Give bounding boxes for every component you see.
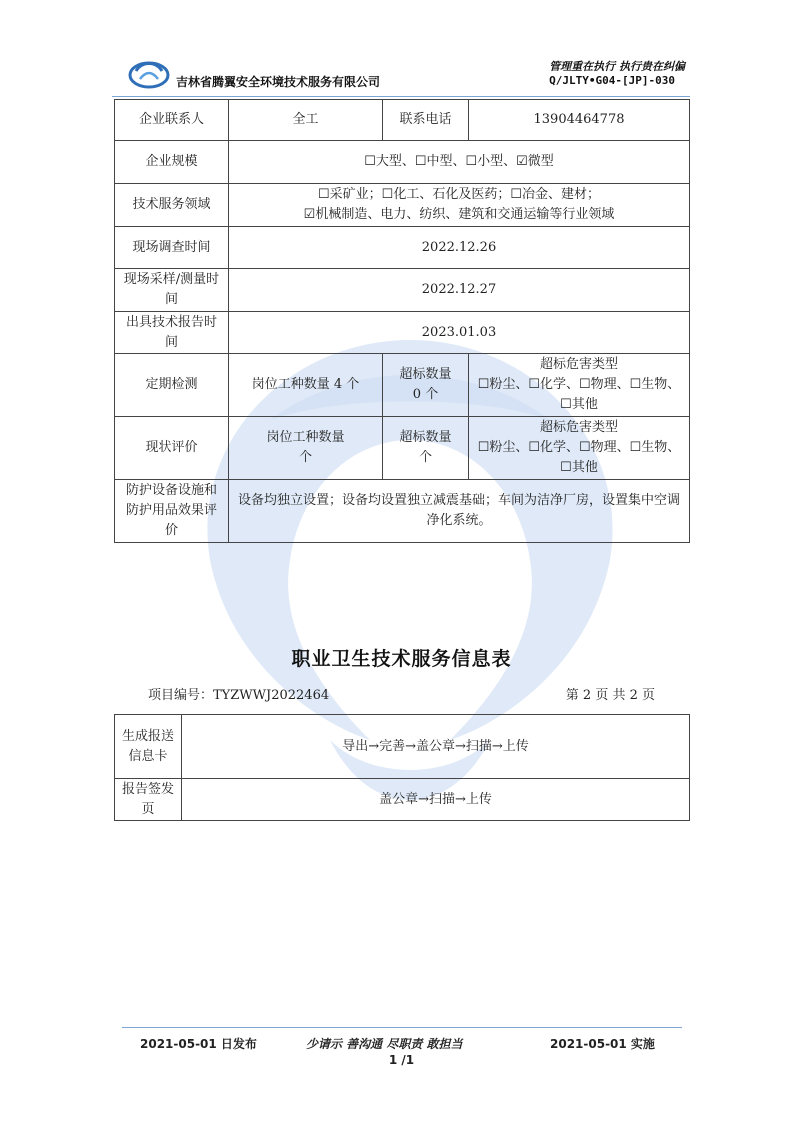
status-hazard-options: ☐粉尘、☐化学、☐物理、☐生物、☐其他: [477, 440, 681, 475]
status-positions-unit: 个: [298, 450, 312, 465]
status-positions: [229, 417, 383, 480]
status-exceed-label: 超标数量: [399, 430, 452, 445]
status-exceed-unit: 个: [418, 450, 432, 465]
periodic-exceed-label: 超标数量: [399, 367, 452, 382]
sign-label: 报告签发页: [115, 779, 182, 821]
table-row: [115, 779, 690, 821]
table-row: [115, 312, 690, 354]
status-positions-label: 岗位工种数量: [266, 430, 345, 445]
company-name: 吉林省腾翼安全环境技术服务有限公司: [176, 75, 381, 89]
scale-value: ☐大型、☐中型、☐小型、☑微型: [229, 141, 690, 184]
field-line-1: ☐采矿业；☐化工、石化及医药；☐冶金、建材；: [318, 187, 600, 202]
protect-label: 防护设备设施和防护用品效果评价: [115, 480, 229, 543]
protect-value: 设备均独立设置；设备均设置独立减震基础；车间为洁净厂房，设置集中空调净化系统。: [229, 480, 690, 543]
sampling-label: 现场采样/测量时间: [115, 269, 229, 312]
table-row: [115, 100, 690, 141]
field-value: [229, 184, 690, 227]
page-info: 第 2 页 共 2 页: [565, 688, 655, 703]
project-number: 项目编号：TYZWWJ2022464: [148, 688, 330, 703]
table-row: [115, 227, 690, 269]
document-code: Q/JLTY•G04-[JP]-030: [549, 74, 675, 87]
header-slogan: 管理重在执行 执行贵在纠偏: [549, 60, 685, 73]
service-info-table: [114, 714, 690, 821]
status-hazard: [469, 417, 690, 480]
table-row: [115, 480, 690, 543]
scale-label: 企业规模: [115, 141, 229, 184]
survey-value: 2022.12.26: [229, 227, 690, 269]
publish-date: 2021-05-01 日发布: [140, 1037, 257, 1051]
sampling-value: 2022.12.27: [229, 269, 690, 312]
status-hazard-title: 超标危害类型: [539, 420, 618, 435]
card-value: 导出→完善→盖公章→扫描→上传: [182, 715, 690, 779]
status-label: 现状评价: [115, 417, 229, 480]
periodic-positions: 岗位工种数量 4 个: [229, 354, 383, 417]
sign-value: 盖公章→扫描→上传: [182, 779, 690, 821]
periodic-exceed-value: 0 个: [412, 387, 439, 402]
table-row: [115, 141, 690, 184]
report-label: 出具技术报告时间: [115, 312, 229, 354]
phone-label: 联系电话: [383, 100, 469, 141]
periodic-hazard: [469, 354, 690, 417]
table-row: [115, 417, 690, 480]
survey-label: 现场调查时间: [115, 227, 229, 269]
company-logo-icon: [128, 57, 170, 89]
table-row: [115, 269, 690, 312]
table-row: [115, 715, 690, 779]
field-label: 技术服务领域: [115, 184, 229, 227]
card-label: 生成报送信息卡: [115, 715, 182, 779]
contact-label: 企业联系人: [115, 100, 229, 141]
contact-value: 全工: [229, 100, 383, 141]
header-divider: [112, 96, 690, 97]
footer-page-number: 1 /1: [388, 1053, 415, 1067]
phone-value: 13904464778: [469, 100, 690, 141]
report-value: 2023.01.03: [229, 312, 690, 354]
field-line-2: ☑机械制造、电力、纺织、建筑和交通运输等行业领域: [303, 207, 615, 222]
periodic-label: 定期检测: [115, 354, 229, 417]
enterprise-info-table: [114, 99, 690, 543]
implement-date: 2021-05-01 实施: [550, 1037, 655, 1051]
table-row: [115, 184, 690, 227]
periodic-hazard-options: ☐粉尘、☐化学、☐物理、☐生物、☐其他: [477, 377, 681, 412]
section-title: 职业卫生技术服务信息表: [291, 648, 512, 670]
footer-divider: [122, 1027, 682, 1028]
footer-motto: 少请示 善沟通 尽职责 敢担当: [306, 1037, 463, 1051]
periodic-exceed: [383, 354, 469, 417]
periodic-hazard-title: 超标危害类型: [539, 357, 618, 372]
table-row: [115, 354, 690, 417]
status-exceed: [383, 417, 469, 480]
